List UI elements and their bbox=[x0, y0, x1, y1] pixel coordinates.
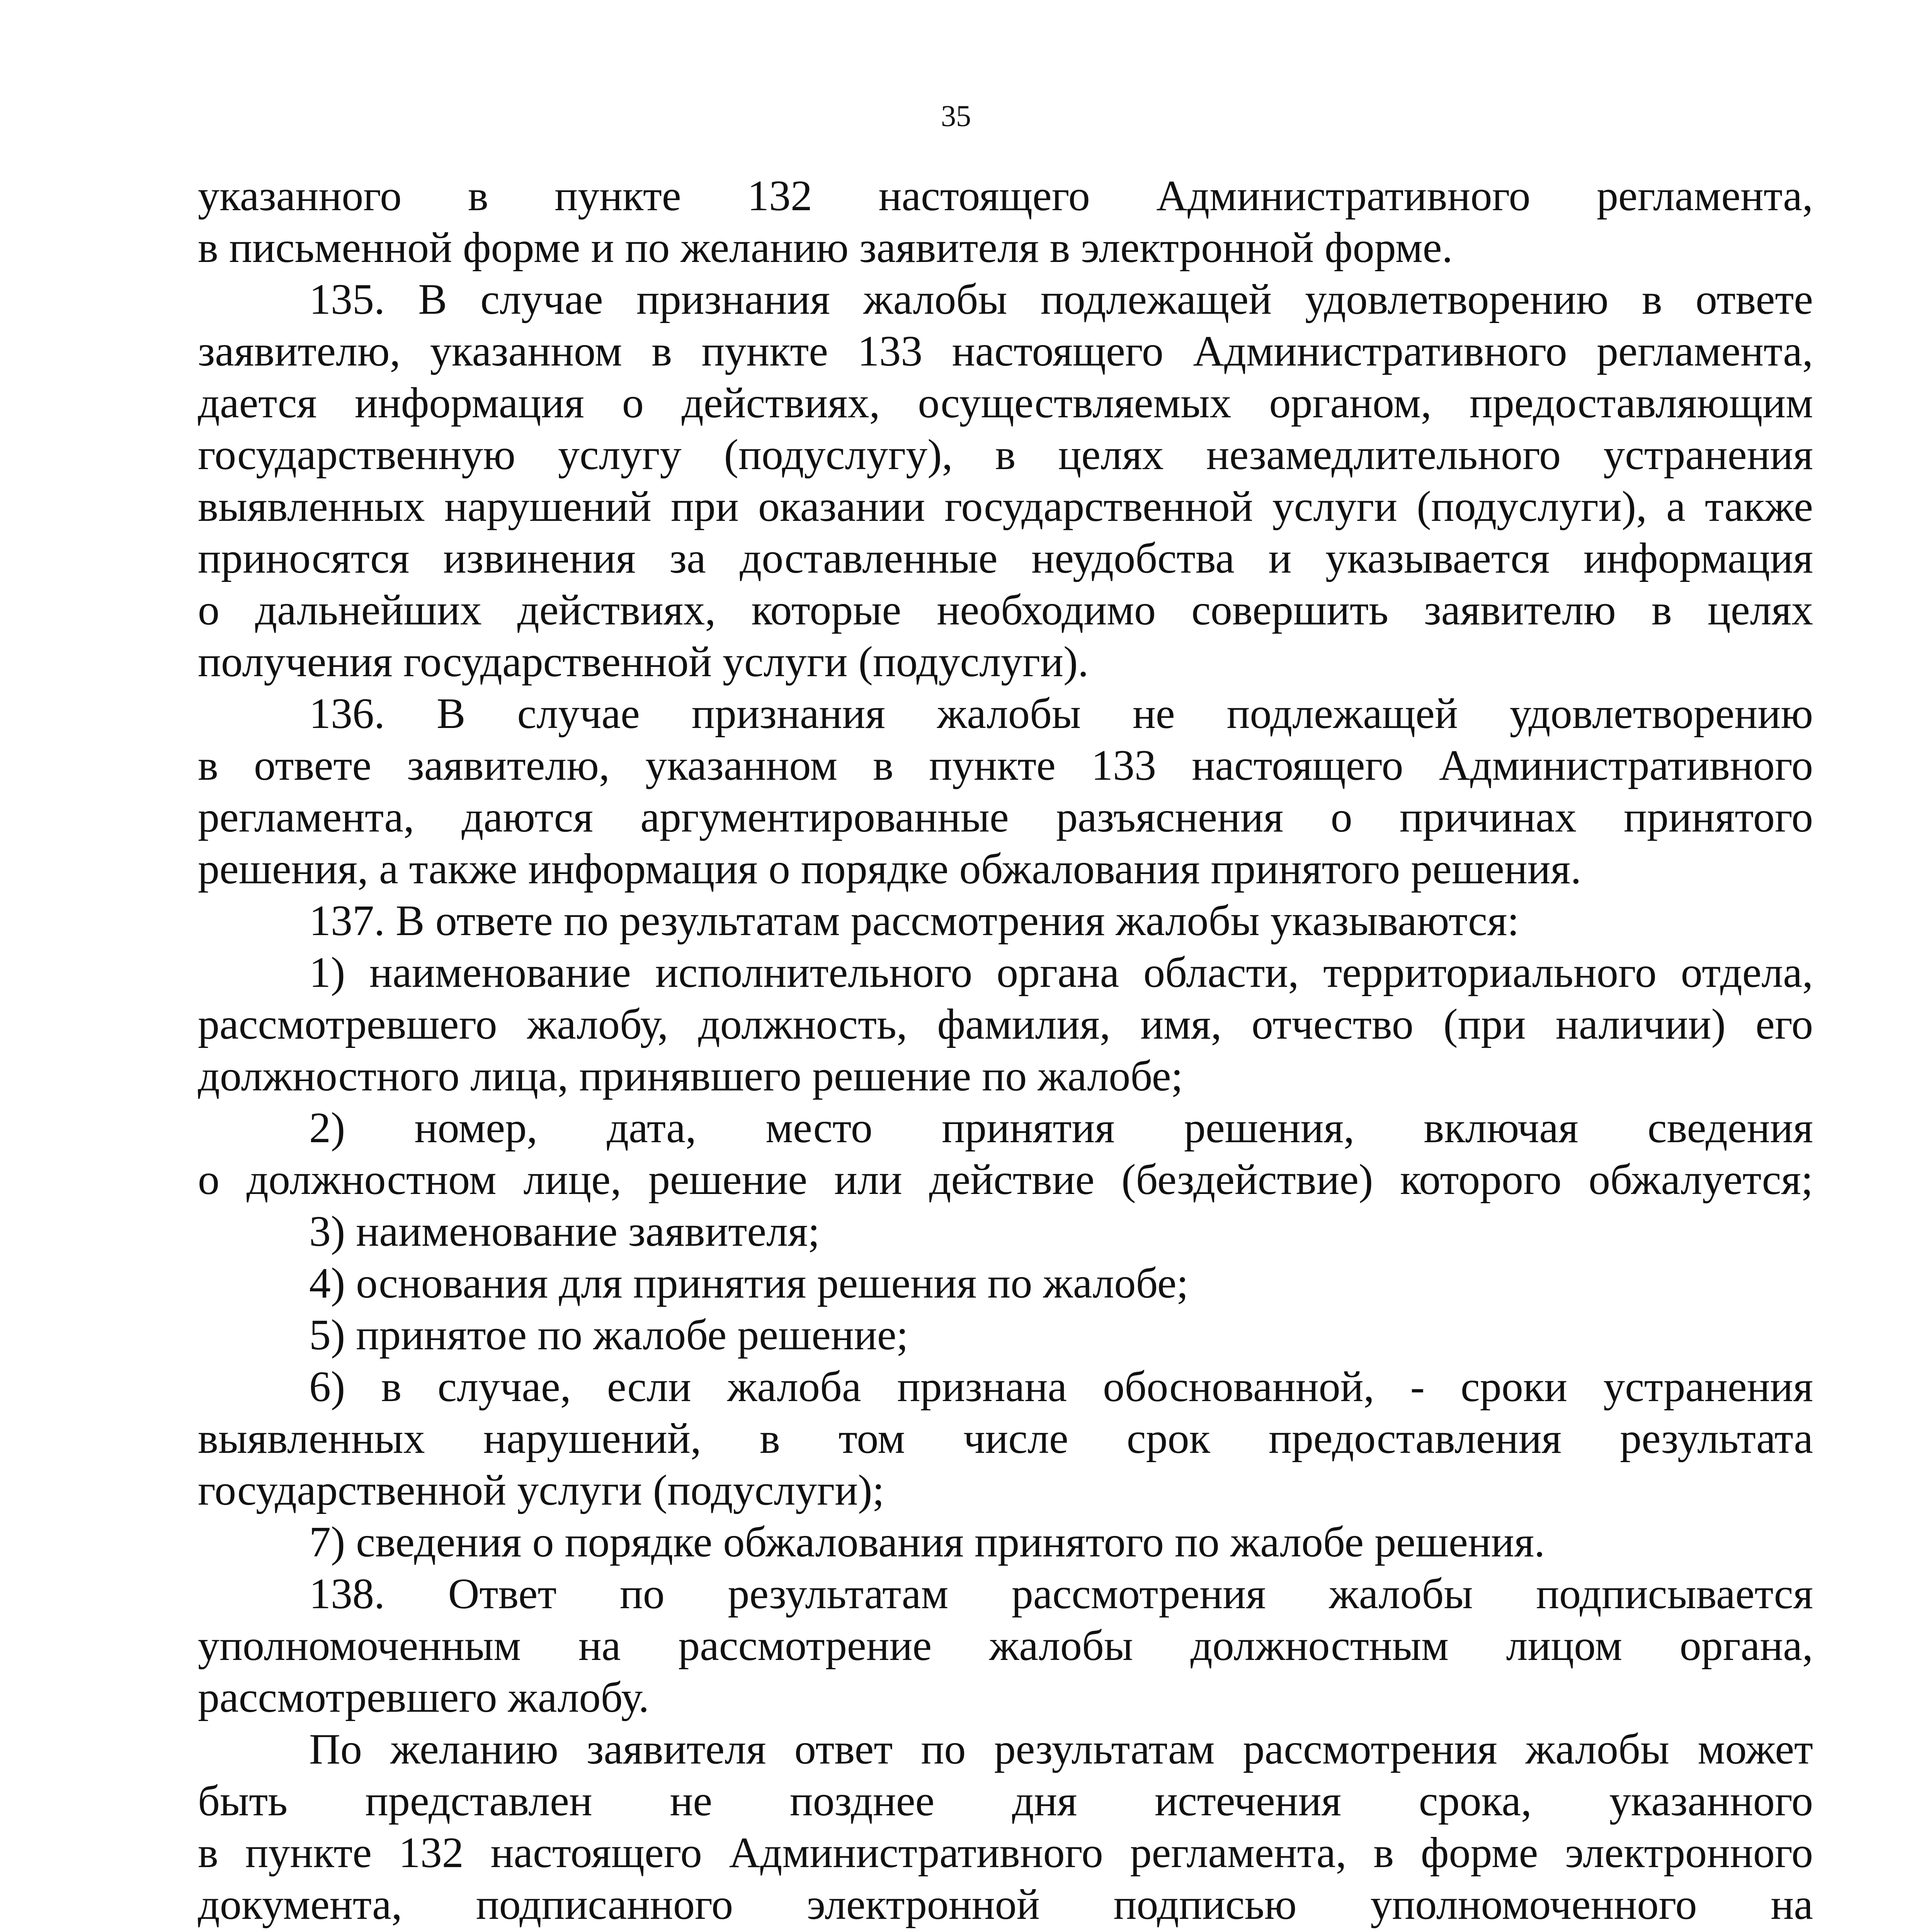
list-item-2: 2) номер, дата, место принятия решения, включая сведения bbox=[309, 1104, 1813, 1152]
text-line: в ответе заявителю, указанном в пункте 133 настоящего Административного bbox=[198, 742, 1813, 789]
list-item-6: 6) в случае, если жалоба признана обоснованной, - сроки устранения bbox=[309, 1363, 1813, 1411]
text-line: решения, а также информация о порядке обжалования принятого решения. bbox=[198, 845, 1582, 893]
text-line: документа, подписанного электронной подписью уполномоченного на bbox=[198, 1881, 1813, 1929]
text-line: быть представлен не позднее дня истечения срока, указанного bbox=[198, 1777, 1813, 1825]
text-line bbox=[198, 1930, 1813, 1932]
text-line: в письменной форме и по желанию заявителя в электронной форме. bbox=[198, 224, 1453, 272]
list-item-3: 3) наименование заявителя; bbox=[309, 1208, 820, 1255]
list-item-7: 7) сведения о порядке обжалования принятого по жалобе решения. bbox=[309, 1518, 1545, 1566]
list-item-5: 5) принятое по жалобе решение; bbox=[309, 1311, 908, 1359]
clause-136: 136. В случае признания жалобы не подлежащей удовлетворению bbox=[309, 690, 1813, 738]
clause-135: 135. В случае признания жалобы подлежащей удовлетворению в ответе bbox=[309, 276, 1813, 323]
text-line: указанного в пункте 132 настоящего Административного регламента, bbox=[198, 172, 1813, 220]
document-body bbox=[198, 170, 1813, 1932]
list-item-4: 4) основания для принятия решения по жалобе; bbox=[309, 1259, 1189, 1307]
text-line: получения государственной услуги (подуслуги). bbox=[198, 638, 1089, 686]
text-line: государственную услугу (подуслугу), в целях незамедлительного устранения bbox=[198, 431, 1813, 479]
text-line: государственной услуги (подуслуги); bbox=[198, 1466, 885, 1514]
text-line: в пункте 132 настоящего Административного регламента, в форме электронного bbox=[198, 1829, 1813, 1877]
text-line: выявленных нарушений при оказании государственной услуги (подуслуги), а также bbox=[198, 483, 1813, 531]
paragraph-electronic-answer: По желанию заявителя ответ по результатам рассмотрения жалобы может bbox=[309, 1725, 1813, 1773]
list-item-1: 1) наименование исполнительного органа области, территориального отдела, bbox=[309, 949, 1813, 997]
page-number: 35 bbox=[941, 99, 971, 133]
text-line: регламента, даются аргументированные разъяснения о причинах принятого bbox=[198, 793, 1813, 841]
text-line: должностного лица, принявшего решение по жалобе; bbox=[198, 1052, 1183, 1100]
text-line: рассмотревшего жалобу, должность, фамилия, имя, отчество (при наличии) его bbox=[198, 1000, 1813, 1048]
text-line: выявленных нарушений, в том числе срок предоставления результата bbox=[198, 1415, 1813, 1463]
text-line: рассмотревшего жалобу. bbox=[198, 1673, 650, 1721]
clause-137: 137. В ответе по результатам рассмотрения жалобы указываются: bbox=[309, 897, 1519, 945]
text-line: о дальнейших действиях, которые необходимо совершить заявителю в целях bbox=[198, 586, 1813, 634]
text-line: приносятся извинения за доставленные неудобства и указывается информация bbox=[198, 534, 1813, 582]
clause-138: 138. Ответ по результатам рассмотрения жалобы подписывается bbox=[309, 1570, 1813, 1618]
text-line: уполномоченным на рассмотрение жалобы должностным лицом органа, bbox=[198, 1622, 1813, 1670]
text-line: заявителю, указанном в пункте 133 настоящего Административного регламента, bbox=[198, 327, 1813, 375]
text-line: дается информация о действиях, осуществляемых органом, предоставляющим bbox=[198, 379, 1813, 427]
text-line: о должностном лице, решение или действие (бездействие) которого обжалуется; bbox=[198, 1156, 1813, 1204]
